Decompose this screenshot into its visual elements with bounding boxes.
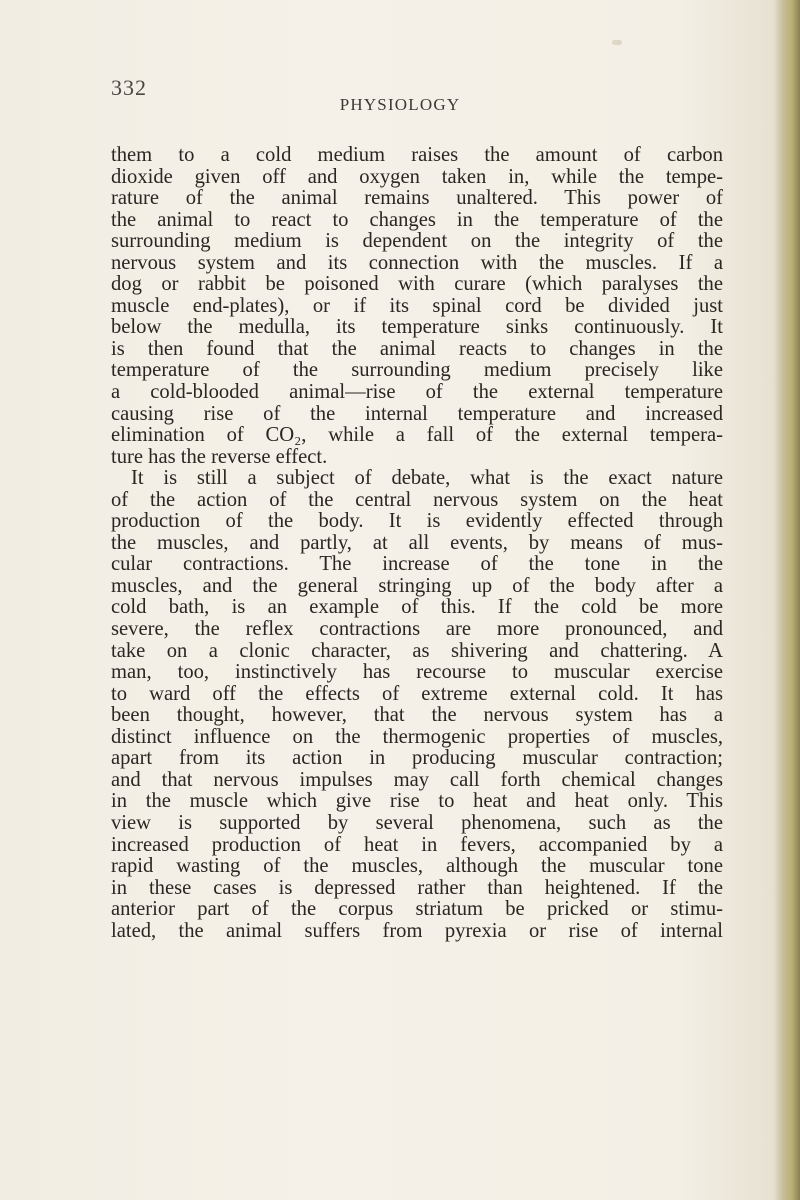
- text-line: of the action of the central nervous system on the heat: [111, 488, 723, 511]
- text-line: a cold-blooded animal—rise of the external temperature: [111, 381, 723, 404]
- text-line: muscles, and the general stringing up of the body after a: [111, 574, 723, 597]
- text-line: temperature of the surrounding medium precisely like: [111, 359, 723, 382]
- running-head: PHYSIOLOGY: [339, 95, 461, 114]
- text-line: the muscles, and partly, at all events, by means of mus-: [111, 531, 723, 554]
- text-line: cold bath, is an example of this. If the cold be more: [111, 596, 723, 619]
- text-line: surrounding medium is dependent on the integrity of the: [111, 230, 723, 253]
- text-line: production of the body. It is evidently effected through: [111, 510, 723, 533]
- body-text: [111, 145, 723, 942]
- text-line: view is supported by several phenomena, such as the: [111, 811, 723, 834]
- text-line: the animal to react to changes in the temperature of the: [111, 208, 723, 231]
- text-line: below the medulla, its temperature sinks continuously. It: [111, 316, 723, 339]
- text-line: them to a cold medium raises the amount of carbon: [111, 144, 723, 166]
- text-line: cular contractions. The increase of the tone in the: [111, 553, 723, 576]
- text-line: rature of the animal remains unaltered. This power of: [111, 187, 723, 210]
- paragraph-1: [111, 145, 723, 468]
- text-line: been thought, however, that the nervous system has a: [111, 704, 723, 727]
- text-line: man, too, instinctively has recourse to muscular exercise: [111, 661, 723, 684]
- text-line: increased production of heat in fevers, accompanied by a: [111, 833, 723, 856]
- text-line: elimination of CO₂, while a fall of the external tempera-: [111, 424, 723, 447]
- text-line: distinct influence on the thermogenic properties of muscles,: [111, 725, 723, 748]
- text-line: in these cases is depressed rather than heightened. If the: [111, 876, 723, 899]
- text-line: lated, the animal suffers from pyrexia or rise of internal: [111, 919, 723, 942]
- text-line: anterior part of the corpus striatum be pricked or stimu-: [111, 898, 723, 921]
- text-line: is then found that the animal reacts to changes in the: [111, 337, 723, 360]
- text-line: to ward off the effects of extreme external cold. It has: [111, 682, 723, 705]
- text-line: causing rise of the internal temperature and increased: [111, 402, 723, 425]
- text-line: dog or rabbit be poisoned with curare (which paralyses the: [111, 273, 723, 296]
- text-line: nervous system and its connection with the muscles. If a: [111, 251, 723, 274]
- text-line: apart from its action in producing muscular contraction;: [111, 747, 723, 770]
- text-line: muscle end-plates), or if its spinal cord be divided just: [111, 294, 723, 317]
- text-line: It is still a subject of debate, what is the exact nature: [131, 467, 723, 490]
- print-smudge: [612, 40, 622, 45]
- page-number: 332: [111, 75, 147, 100]
- text-line: ture has the reverse effect.: [111, 445, 328, 468]
- page-binding-edge: [774, 0, 800, 1200]
- text-line: and that nervous impulses may call forth chemical changes: [111, 768, 723, 791]
- text-line: rapid wasting of the muscles, although the muscular tone: [111, 855, 723, 878]
- text-line: severe, the reflex contractions are more pronounced, and: [111, 618, 723, 641]
- text-line: in the muscle which give rise to heat and heat only. This: [111, 790, 723, 813]
- paragraph-2: [111, 468, 723, 942]
- text-line: dioxide given off and oxygen taken in, while the tempe-: [111, 165, 723, 188]
- text-line: take on a clonic character, as shivering and chattering. A: [111, 639, 723, 662]
